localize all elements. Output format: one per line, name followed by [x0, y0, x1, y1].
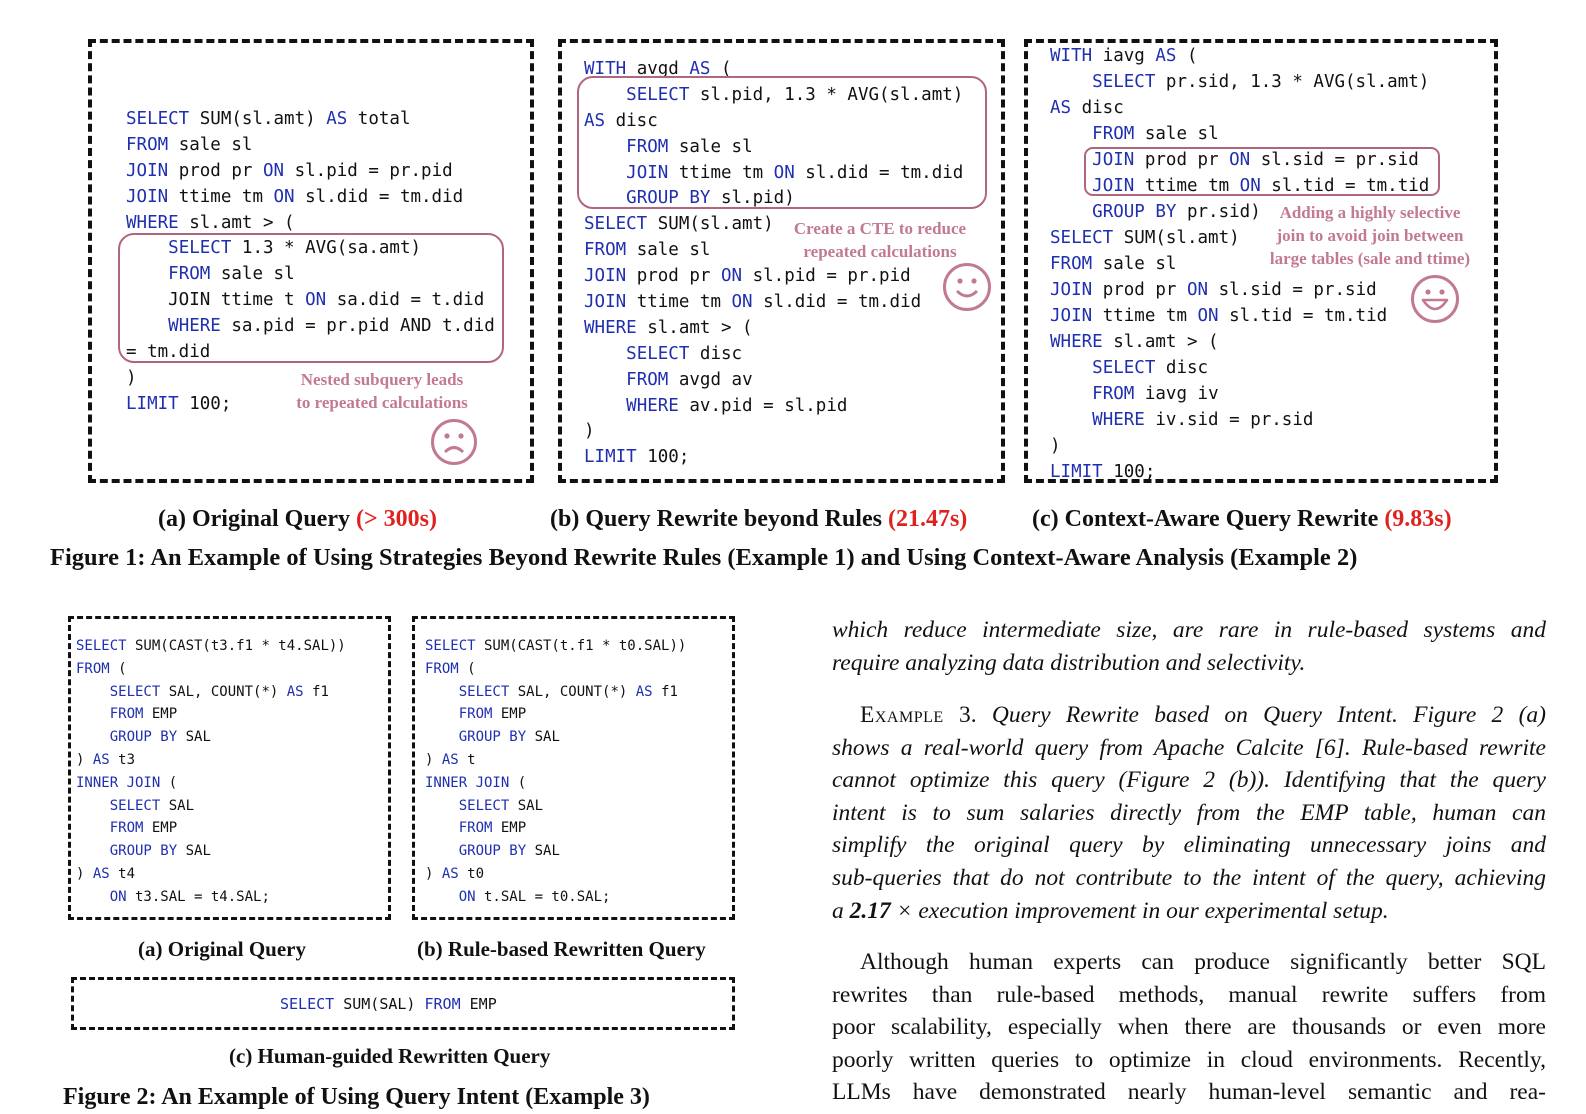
- sql-keyword: FROM: [1092, 124, 1135, 144]
- code-token: sl.sid = pr.sid: [1250, 150, 1419, 170]
- code-token: t.SAL = t0.SAL;: [475, 888, 611, 905]
- code-token: pr.sid, 1.3 * AVG(sl.amt): [1155, 72, 1430, 92]
- sql-keyword: ON: [273, 186, 295, 207]
- sql-keyword: SELECT: [425, 638, 476, 654]
- code-line: [425, 772, 686, 795]
- sql-keyword: JOIN: [1050, 306, 1093, 326]
- code-line: [584, 290, 963, 316]
- code-token: iavg iv: [1134, 384, 1219, 404]
- text-line: LLMs have demonstrated nearly human-level semantic and rea-: [832, 1079, 1546, 1106]
- sql-keyword: JOIN: [626, 162, 669, 183]
- sql-keyword: FROM: [1050, 254, 1093, 274]
- sql-keyword: AS: [92, 751, 110, 768]
- sql-keyword: FROM: [425, 660, 459, 677]
- code-line: [1050, 459, 1429, 485]
- code-token: sale sl: [626, 240, 711, 261]
- text-line: Although human experts can produce significantly better SQL: [860, 949, 1546, 975]
- code-token: SAL: [177, 843, 211, 860]
- code-token: EMP: [492, 820, 527, 837]
- sql-keyword: AS: [689, 59, 711, 79]
- code-line: [584, 316, 963, 342]
- text-line: cannot optimize this query (Figure 2 (b)). Identifying that the query: [832, 767, 1546, 794]
- code-token: prod pr: [626, 266, 721, 287]
- runtime-label: (> 300s): [355, 506, 437, 532]
- fig2-panel-a-code: [76, 635, 346, 909]
- sql-keyword: INNER JOIN: [425, 774, 510, 791]
- code-token: EMP: [143, 706, 178, 723]
- code-token: ): [425, 865, 442, 882]
- code-token: SAL, COUNT(*): [509, 683, 636, 700]
- code-token: SAL: [509, 797, 544, 814]
- code-token: SUM(CAST(t.f1 * t0.SAL)): [475, 638, 687, 654]
- code-token: sl.pid = pr.pid: [742, 266, 911, 287]
- code-token: [76, 889, 110, 905]
- code-line: [425, 817, 686, 840]
- code-token: SUM(SAL): [334, 995, 425, 1013]
- code-line: [76, 795, 346, 818]
- code-token: ttime tm: [668, 162, 774, 183]
- code-token: pr.sid): [1176, 202, 1261, 222]
- code-line: [584, 419, 963, 445]
- code-line: [1050, 381, 1429, 407]
- code-token: [584, 344, 626, 364]
- code-token: [1050, 384, 1092, 404]
- fig2-caption-a: (a) Original Query: [138, 937, 306, 961]
- code-token: [425, 820, 459, 836]
- code-token: EMP: [460, 995, 497, 1013]
- paragraph-1: [832, 614, 1546, 679]
- code-token: disc: [1155, 358, 1209, 378]
- code-token: SAL, COUNT(*): [160, 683, 287, 700]
- code-token: ): [76, 751, 93, 768]
- fig2-panel-b-code: [425, 635, 686, 909]
- sql-keyword: ON: [731, 292, 753, 313]
- code-line: [1050, 407, 1429, 433]
- sql-keyword: ON: [1197, 306, 1219, 326]
- code-token: ): [126, 367, 137, 388]
- example-title: Query Rewrite based on Query Intent. Figure 2 (a): [991, 702, 1546, 728]
- code-token: sl.amt > (: [178, 212, 295, 233]
- paragraph-3: [832, 946, 1546, 1109]
- sql-keyword: FROM: [109, 706, 144, 723]
- sql-keyword: GROUP BY: [458, 843, 527, 860]
- sql-keyword: SELECT: [76, 638, 127, 654]
- code-token: t0: [458, 865, 485, 882]
- sql-keyword: SELECT: [1092, 358, 1156, 378]
- sql-keyword: AS: [326, 109, 348, 129]
- code-line: [425, 635, 686, 658]
- code-token: EMP: [143, 820, 178, 837]
- code-token: iv.sid = pr.sid: [1144, 410, 1314, 430]
- sql-keyword: ON: [1229, 150, 1251, 170]
- sql-keyword: SELECT: [126, 109, 190, 129]
- code-line: [1050, 69, 1429, 95]
- code-line: [76, 772, 346, 795]
- code-token: [1050, 72, 1092, 92]
- sql-keyword: ON: [720, 266, 743, 287]
- code-line: [126, 133, 495, 159]
- sql-keyword: FROM: [168, 264, 211, 285]
- sql-keyword: AS: [286, 683, 304, 700]
- code-token: 100;: [178, 393, 232, 414]
- text-line: [832, 895, 1546, 928]
- sql-keyword: ON: [109, 888, 127, 905]
- code-token: iavg: [1092, 46, 1156, 66]
- sql-keyword: INNER JOIN: [76, 774, 161, 791]
- code-line: [425, 703, 686, 726]
- sql-keyword: WITH: [584, 59, 627, 79]
- code-token: ttime tm: [1134, 176, 1240, 196]
- code-line: [76, 749, 346, 772]
- code-token: sl.amt > (: [636, 317, 753, 338]
- code-line: [1050, 277, 1429, 303]
- code-token: disc: [689, 343, 743, 364]
- code-token: [1050, 410, 1092, 430]
- text-fragment: a: [832, 897, 850, 924]
- sql-keyword: ON: [773, 162, 795, 183]
- figure-2-caption: Figure 2: An Example of Using Query Intent (Example 3): [63, 1084, 650, 1110]
- code-line: [76, 635, 346, 658]
- code-token: ttime tm: [1092, 306, 1198, 326]
- sql-keyword: AS: [441, 751, 459, 768]
- fig1-panel-c-highlight: [1084, 147, 1440, 196]
- paragraph-example-3: [832, 699, 1546, 927]
- code-token: sl.did = tm.did: [294, 186, 464, 207]
- code-token: (: [458, 660, 476, 677]
- code-line: [76, 726, 346, 749]
- sql-keyword: SELECT: [168, 238, 232, 259]
- code-token: (: [1176, 46, 1198, 66]
- sql-keyword: FROM: [584, 240, 627, 261]
- sql-keyword: ON: [458, 888, 476, 905]
- code-token: prod pr: [168, 160, 263, 181]
- code-token: t4: [109, 865, 136, 882]
- code-line: [584, 264, 963, 290]
- speedup-value: 2.17: [849, 897, 891, 924]
- code-line: [76, 840, 346, 863]
- code-line: [425, 681, 686, 704]
- sql-keyword: FROM: [458, 820, 493, 837]
- caption-text: (c) Context-Aware Query Rewrite: [1032, 506, 1379, 532]
- code-token: sl.pid, 1.3 * AVG(sl.amt): [689, 84, 964, 105]
- code-token: prod pr: [1092, 280, 1187, 300]
- note-line: Create a CTE to reduce: [793, 219, 967, 238]
- code-line: [1050, 303, 1429, 329]
- code-token: [76, 798, 110, 814]
- code-line: [425, 726, 686, 749]
- code-line: [425, 840, 686, 863]
- note-line: Nested subquery leads: [300, 370, 464, 389]
- code-token: sale sl: [168, 134, 253, 155]
- fig1-panel-b-note: [782, 217, 978, 263]
- smile-face-icon: [942, 262, 992, 312]
- code-token: [76, 820, 110, 836]
- code-line: [126, 159, 495, 185]
- code-token: [425, 706, 459, 722]
- caption-text: (b) Query Rewrite beyond Rules: [550, 506, 882, 532]
- code-line: [425, 863, 686, 886]
- figure-1-caption: Figure 1: An Example of Using Strategies Beyond Rewrite Rules (Example 1) and Using Context-Aware Analysis (Example 2): [50, 544, 1358, 571]
- code-token: 1.3 * AVG(sa.amt): [231, 238, 422, 259]
- code-line: [1050, 355, 1429, 381]
- code-line: [76, 658, 346, 681]
- code-token: ): [76, 865, 93, 882]
- fig1-panel-b-highlight: [577, 76, 987, 209]
- code-token: ): [425, 751, 442, 768]
- code-token: SUM(sl.amt): [1113, 228, 1240, 248]
- code-line: [584, 394, 963, 420]
- sql-keyword: SELECT: [1092, 72, 1156, 92]
- code-token: (: [160, 774, 178, 791]
- code-token: (: [710, 59, 732, 79]
- code-token: sl.sid = pr.sid: [1208, 280, 1377, 300]
- sql-keyword: WHERE: [168, 316, 221, 337]
- code-token: [425, 889, 459, 905]
- code-token: sale sl: [1092, 254, 1177, 274]
- sql-keyword: ON: [1186, 280, 1209, 300]
- text-line: poorly written queries to optimize in cloud environments. Recently,: [832, 1046, 1546, 1073]
- code-line: [126, 107, 495, 133]
- code-token: [76, 706, 110, 722]
- code-line: [584, 445, 963, 471]
- code-token: ): [584, 421, 595, 442]
- sql-keyword: JOIN: [126, 160, 169, 181]
- code-token: sale sl: [1134, 124, 1219, 144]
- sql-keyword: WHERE: [1050, 332, 1103, 352]
- code-token: (: [109, 660, 127, 677]
- sql-keyword: FROM: [1092, 384, 1135, 404]
- code-token: disc: [1071, 98, 1124, 118]
- code-token: [425, 729, 459, 745]
- code-token: sale sl: [210, 264, 295, 285]
- fig2-caption-b: (b) Rule-based Rewritten Query: [417, 937, 706, 961]
- sql-keyword: WHERE: [1092, 410, 1145, 430]
- sql-keyword: SELECT: [626, 343, 690, 364]
- code-token: (: [509, 774, 527, 791]
- code-token: sl.pid): [710, 188, 795, 209]
- sql-keyword: AS: [584, 110, 606, 131]
- sql-keyword: SELECT: [109, 797, 161, 814]
- code-token: [76, 729, 110, 745]
- code-line: [1050, 95, 1429, 121]
- code-token: SAL: [526, 729, 560, 746]
- code-line: [425, 795, 686, 818]
- code-token: t3.SAL = t4.SAL;: [126, 888, 270, 905]
- code-token: 100;: [636, 447, 690, 468]
- note-line: repeated calculations: [803, 242, 957, 261]
- caption-text: (a) Original Query: [158, 506, 350, 532]
- runtime-label: (9.83s): [1384, 506, 1452, 532]
- sql-keyword: FROM: [458, 706, 493, 723]
- sql-keyword: AS: [1050, 98, 1072, 118]
- example-number: 3.: [958, 702, 977, 728]
- sql-keyword: SELECT: [280, 995, 335, 1013]
- sql-keyword: SELECT: [1050, 228, 1114, 248]
- sql-keyword: SELECT: [584, 214, 648, 235]
- code-token: sl.amt > (: [1102, 332, 1219, 352]
- code-token: [1050, 124, 1092, 144]
- code-line: [1050, 121, 1429, 147]
- code-token: [1050, 202, 1092, 222]
- text-line: simplify the original query by eliminating unnecessary joins and: [832, 832, 1546, 859]
- code-token: SUM(sl.amt): [647, 214, 774, 235]
- sql-keyword: FROM: [109, 820, 144, 837]
- sql-keyword: SELECT: [626, 84, 690, 105]
- code-line: [425, 749, 686, 772]
- sql-keyword: LIMIT: [126, 393, 179, 414]
- code-token: SAL: [177, 729, 211, 746]
- code-token: = tm.did: [126, 342, 211, 363]
- sql-keyword: FROM: [424, 995, 461, 1013]
- sql-keyword: WITH: [1050, 46, 1093, 66]
- sql-keyword: SELECT: [458, 797, 510, 814]
- code-token: sl.did = tm.did: [752, 292, 922, 313]
- code-token: sl.tid = tm.tid: [1218, 306, 1388, 326]
- code-line: [280, 993, 497, 1015]
- code-token: SAL: [526, 843, 560, 860]
- sql-keyword: JOIN: [584, 292, 627, 313]
- code-token: SUM(sl.amt): [189, 109, 327, 129]
- code-token: [425, 798, 459, 814]
- text-fragment: × execution improvement in our experimental setup.: [890, 897, 1389, 924]
- fig2-caption-c: (c) Human-guided Rewritten Query: [229, 1044, 551, 1068]
- code-line: [76, 703, 346, 726]
- code-token: [76, 684, 110, 700]
- fig1-panel-a-note: [272, 368, 492, 414]
- code-token: sl.did = tm.did: [794, 162, 964, 183]
- fig1-panel-a-highlight: [118, 233, 504, 363]
- code-line: [1050, 43, 1429, 69]
- code-token: [584, 370, 626, 390]
- sql-keyword: AS: [441, 865, 459, 882]
- code-token: f1: [303, 683, 329, 700]
- code-line: [1050, 433, 1429, 459]
- code-token: 100;: [1102, 462, 1156, 482]
- text-line: rewrites than rule-based methods, manual rewrite suffers from: [832, 981, 1546, 1008]
- code-line: [76, 863, 346, 886]
- note-line: large tables (sale and ttime): [1269, 249, 1471, 268]
- sql-keyword: GROUP BY: [109, 729, 178, 746]
- sql-keyword: ON: [305, 290, 327, 311]
- sql-keyword: JOIN: [126, 186, 169, 207]
- text-line: shows a real-world query from Apache Calcite [6]. Rule-based rewrite: [832, 734, 1546, 761]
- note-line: join to avoid join between: [1276, 226, 1464, 245]
- sql-keyword: JOIN: [1092, 176, 1135, 196]
- code-line: [126, 185, 495, 211]
- code-token: sl.pid = pr.pid: [284, 160, 453, 181]
- code-line: [76, 681, 346, 704]
- text-line: intent is to sum salaries directly from the EMP table, human can: [832, 799, 1546, 826]
- code-token: disc: [605, 110, 658, 131]
- fig1-caption-a: [158, 506, 437, 533]
- code-token: [584, 396, 626, 416]
- sql-keyword: SELECT: [458, 683, 510, 700]
- text-line: require analyzing data distribution and selectivity.: [832, 649, 1306, 676]
- sql-keyword: GROUP BY: [626, 188, 711, 209]
- code-token: prod pr: [1134, 150, 1230, 170]
- code-token: sl.tid = tm.tid: [1260, 176, 1430, 196]
- sql-keyword: JOIN: [584, 266, 627, 287]
- code-line: [425, 886, 686, 909]
- sql-keyword: JOIN: [1092, 150, 1135, 170]
- grin-face-icon: [1410, 274, 1460, 324]
- code-token: total: [347, 109, 411, 129]
- code-line: [584, 342, 963, 368]
- code-token: SUM(CAST(t3.f1 * t4.SAL)): [126, 638, 346, 654]
- code-token: [425, 843, 459, 859]
- sql-keyword: WHERE: [626, 395, 679, 416]
- code-token: t3: [109, 751, 136, 768]
- fig1-caption-b: [550, 506, 967, 533]
- sql-keyword: GROUP BY: [458, 729, 527, 746]
- code-token: ttime tm: [168, 186, 274, 207]
- sql-keyword: LIMIT: [584, 447, 637, 468]
- code-line: [76, 886, 346, 909]
- code-token: sa.pid = pr.pid AND t.did: [220, 316, 495, 337]
- sql-keyword: AS: [635, 683, 653, 700]
- code-token: av.pid = sl.pid: [678, 395, 848, 416]
- code-line: [76, 817, 346, 840]
- code-token: avgd av: [668, 369, 753, 390]
- sql-keyword: GROUP BY: [109, 843, 178, 860]
- text-line: [832, 699, 1546, 732]
- example-label: Example: [860, 702, 944, 728]
- code-token: [425, 684, 459, 700]
- fig2-panel-c-code: [280, 993, 497, 1015]
- sql-keyword: AS: [1155, 46, 1177, 66]
- sql-keyword: FROM: [126, 134, 169, 155]
- sql-keyword: AS: [92, 865, 110, 882]
- code-token: JOIN ttime t: [126, 290, 306, 311]
- code-token: ): [1050, 436, 1061, 456]
- code-token: sale sl: [668, 136, 753, 157]
- sql-keyword: FROM: [76, 660, 110, 677]
- code-token: avgd: [626, 59, 690, 79]
- runtime-label: (21.47s): [887, 506, 968, 532]
- sql-keyword: WHERE: [126, 212, 179, 233]
- code-token: SAL: [160, 797, 195, 814]
- code-line: [584, 368, 963, 394]
- sql-keyword: WHERE: [584, 317, 637, 338]
- code-token: [76, 843, 110, 859]
- sql-keyword: SELECT: [109, 683, 161, 700]
- sql-keyword: FROM: [626, 136, 669, 157]
- code-token: [1050, 358, 1092, 378]
- text-line: sub-queries that do not contribute to the intent of the query, achieving: [832, 864, 1546, 891]
- sql-keyword: ON: [262, 160, 285, 181]
- sql-keyword: GROUP BY: [1092, 202, 1177, 222]
- fig1-panel-c-note: [1250, 201, 1490, 270]
- fig1-caption-c: [1032, 506, 1452, 533]
- text-line: poor scalability, especially when there are thousands or even more: [832, 1014, 1546, 1041]
- sql-keyword: ON: [1239, 176, 1261, 196]
- sad-face-icon: [430, 418, 478, 466]
- code-token: f1: [652, 683, 678, 700]
- text-line: which reduce intermediate size, are rare in rule-based systems and: [832, 617, 1546, 643]
- code-token: EMP: [492, 706, 527, 723]
- code-token: sa.did = t.did: [326, 290, 485, 311]
- sql-keyword: LIMIT: [1050, 462, 1103, 482]
- code-line: [1050, 329, 1429, 355]
- note-line: Adding a highly selective: [1279, 203, 1461, 222]
- code-token: ttime tm: [626, 292, 732, 313]
- code-token: t: [458, 751, 476, 768]
- sql-keyword: FROM: [626, 369, 669, 390]
- code-line: [425, 658, 686, 681]
- note-line: to repeated calculations: [296, 393, 468, 412]
- sql-keyword: JOIN: [1050, 280, 1093, 300]
